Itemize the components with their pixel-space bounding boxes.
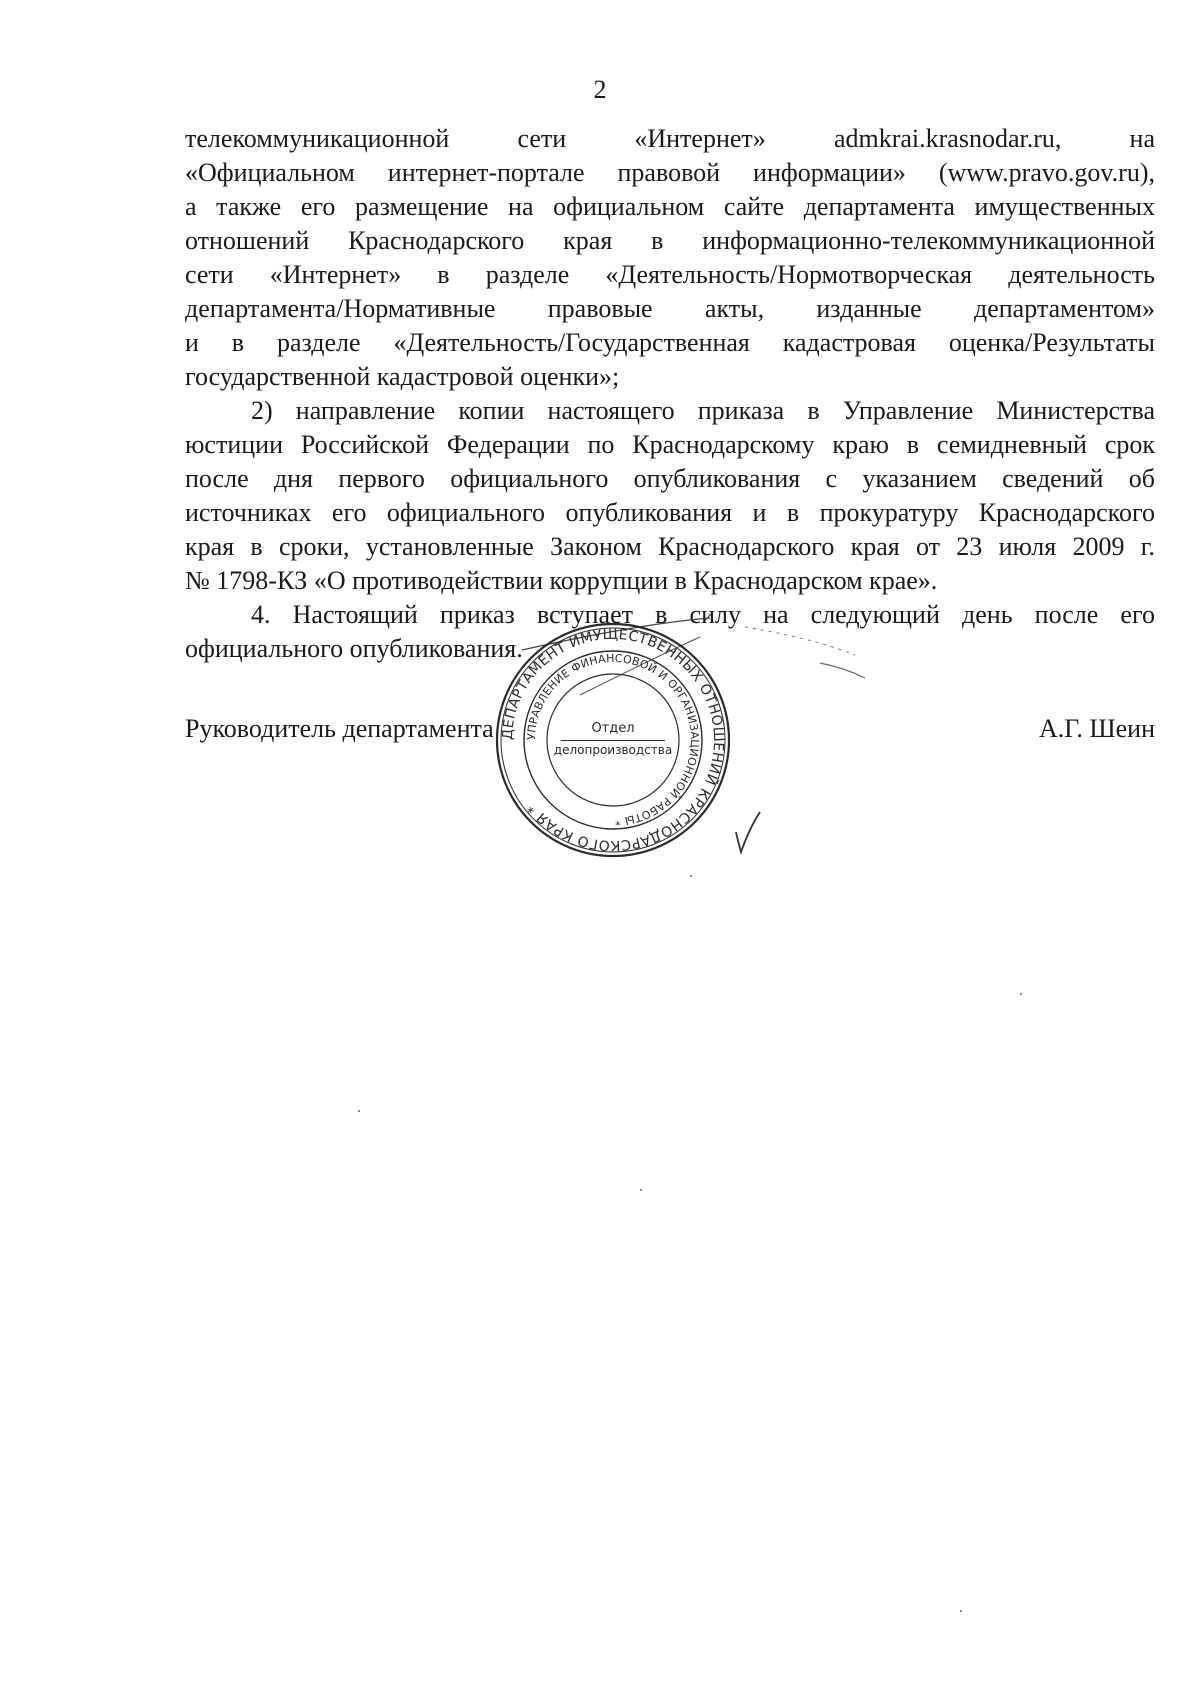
scan-speck <box>1020 993 1022 995</box>
seal-outer-text: ДЕПАРТАМЕНТ ИМУЩЕСТВЕННЫХ ОТНОШЕНИЙ КРАСНОДАРСКОГО КРАЯ * <box>499 626 727 854</box>
paragraph-publication <box>185 122 1155 394</box>
text-line: сети «Интернет» в разделе «Деятельность/Нормотворческая деятельность <box>185 260 1155 289</box>
scan-speck <box>960 1610 962 1612</box>
text-line: отношений Краснодарского края в информационно-телекоммуникационной <box>185 226 1155 255</box>
text-line: департамента/Нормативные правовые акты, изданные департаментом» <box>185 294 1155 323</box>
text-line: и в разделе «Деятельность/Государственная кадастровая оценка/Результаты <box>185 328 1155 357</box>
svg-text:УПРАВЛЕНИЕ ФИНАНСОВОЙ И ОРГАНИ <box>525 652 701 828</box>
checkmark-icon <box>728 808 768 858</box>
scan-speck <box>358 1110 360 1112</box>
text-line: 4. Настоящий приказ вступает в силу на следующий день после его <box>251 600 1155 629</box>
text-line: а также его размещение на официальном сайте департамента имущественных <box>185 192 1155 221</box>
scan-speck <box>640 1189 642 1191</box>
text-line: источниках его официального опубликования и в прокуратуру Краснодарского <box>185 498 1155 527</box>
text-line: после дня первого официального опубликования с указанием сведений об <box>185 464 1155 493</box>
seal-center-line2: делопроизводства <box>553 743 673 757</box>
seal-inner-text: УПРАВЛЕНИЕ ФИНАНСОВОЙ И ОРГАНИЗАЦИОННОЙ РАБОТЫ * <box>524 651 702 829</box>
text-line: № 1798-КЗ «О противодействии коррупции в Краснодарском крае». <box>185 566 938 595</box>
scan-speck <box>690 875 692 877</box>
seal-center-line1: Отдел <box>591 721 635 736</box>
paragraph-item-2 <box>185 394 1155 598</box>
text-line: государственной кадастровой оценки»; <box>185 362 620 391</box>
signatory-name: А.Г. Шеин <box>1039 714 1155 743</box>
signatory-position: Руководитель департамента <box>185 714 494 743</box>
text-line: юстиции Российской Федерации по Краснодарскому краю в семидневный срок <box>185 430 1155 459</box>
text-line: телекоммуникационной сети «Интернет» admkrai.krasnodar.ru, на <box>185 124 1155 153</box>
page-number: 2 <box>593 75 607 104</box>
text-line: 2) направление копии настоящего приказа в Управление Министерства <box>251 396 1155 425</box>
text-line: официального опубликования. <box>185 634 523 663</box>
official-seal <box>493 620 733 860</box>
text-line: «Официальном интернет-портале правовой информации» (www.pravo.gov.ru), <box>185 158 1155 187</box>
text-line: края в сроки, установленные Законом Краснодарского края от 23 июля 2009 г. <box>185 532 1155 561</box>
document-body <box>185 122 1155 666</box>
